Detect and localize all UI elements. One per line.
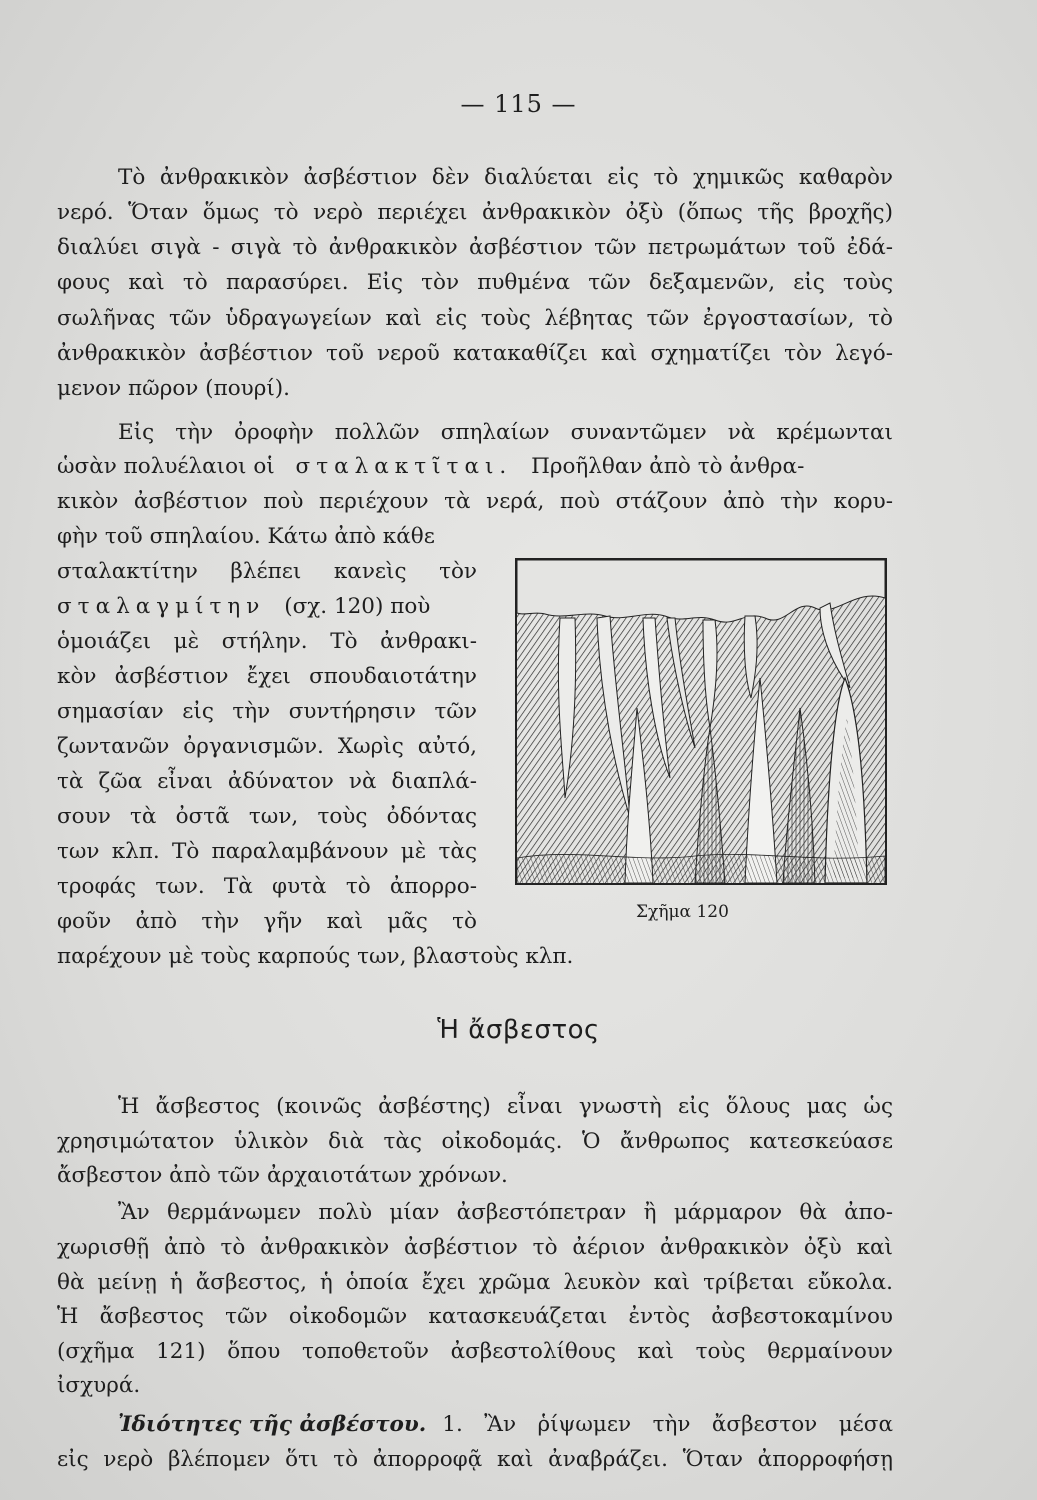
- text-line: φους καὶ τὸ παρασύρει. Εἰς τὸν πυθμένα τῶν δεξαμενῶν, εἰς τοὺς: [57, 270, 893, 295]
- text-line: φὴν τοῦ σπηλαίου. Κάτω ἀπὸ κάθε: [57, 524, 435, 549]
- text-line: ἀνθρακικὸν ἀσβέστιον τοῦ νεροῦ κατακαθίζει καὶ σχηματίζει τὸν λεγό-: [57, 341, 893, 366]
- text-line: ἄσβεστον ἀπὸ τῶν ἀρχαιοτάτων χρόνων.: [57, 1163, 508, 1188]
- term-stalactites: σταλακτῖται.: [295, 454, 513, 479]
- text-line: Εἰς τὴν ὀροφὴν πολλῶν σπηλαίων συναντῶμεν νὰ κρέμωνται: [118, 420, 893, 445]
- text-line: Ἂν θερμάνωμεν πολὺ μίαν ἀσβεστόπετραν ἢ μάρμαρον θὰ ἀπο-: [118, 1200, 893, 1225]
- text-line: τροφάς των. Τὰ φυτὰ τὸ ἀπορρο-: [57, 874, 477, 899]
- text-line: ὡσὰν πολυέλαιοι οἱ σταλακτῖται. Προῆλθαν ἀπὸ τὸ ἀνθρα-: [57, 454, 805, 479]
- text-line: ἰσχυρά.: [57, 1373, 141, 1398]
- text-line: εἰς νερὸ βλέπομεν ὅτι τὸ ἀπορροφᾷ καὶ ἀναβράζει. Ὅταν ἀπορροφήσῃ: [57, 1447, 893, 1472]
- text-line: (σχῆμα 121) ὅπου τοποθετοῦν ἀσβεστολίθους καὶ τοὺς θερμαίνουν: [57, 1339, 893, 1364]
- text-line: ζωντανῶν ὀργανισμῶν. Χωρὶς αὐτό,: [57, 734, 477, 759]
- term-stalagmite: σταλαγμίτην: [57, 594, 266, 619]
- stalactite-cave-illustration: [515, 558, 887, 885]
- text-line: χωρισθῇ ἀπὸ τὸ ἀνθρακικὸν ἀσβέστιον τὸ ἀέριον ἀνθρακικὸν ὀξὺ καὶ: [57, 1235, 893, 1260]
- text-line: σουν τὰ ὀστᾶ των, τοὺς ὀδόντας: [57, 804, 477, 829]
- text-line: Ἡ ἄσβεστος τῶν οἰκοδομῶν κατασκευάζεται ἐντὸς ἀσβεστοκαμίνου: [57, 1304, 893, 1329]
- figure-caption: Σχῆμα 120: [636, 902, 729, 922]
- text-line: σταλακτίτην βλέπει κανεὶς τὸν: [57, 559, 477, 584]
- text-line: Ἰδιότητες τῆς ἀσβέστου. 1. Ἂν ῥίψωμεν τὴν ἄσβεστον μέσα: [118, 1410, 893, 1440]
- text-line: Τὸ ἀνθρακικὸν ἀσβέστιον δὲν διαλύεται εἰς τὸ χημικῶς καθαρὸν: [118, 165, 893, 190]
- section-heading: Ἡ ἄσβεστος: [437, 1015, 600, 1045]
- text-line: χρησιμώτατον ὑλικὸν διὰ τὰς οἰκοδομάς. Ὁ ἄνθρωπος κατεσκεύασε: [57, 1129, 893, 1154]
- text-line: διαλύει σιγὰ - σιγὰ τὸ ἀνθρακικὸν ἀσβέστιον τῶν πετρωμάτων τοῦ ἐδά-: [57, 235, 893, 260]
- page-number: — 115 —: [460, 90, 577, 118]
- text-line: σταλαγμίτην (σχ. 120) ποὺ: [57, 594, 431, 619]
- text-line: νερό. Ὅταν ὅμως τὸ νερὸ περιέχει ἀνθρακικὸν ὀξὺ (ὅπως τῆς βροχῆς): [57, 200, 893, 225]
- text-line: μενον πῶρον (πουρί).: [57, 376, 291, 401]
- text-line: σωλῆνας τῶν ὑδραγωγείων καὶ εἰς τοὺς λέβητας τῶν ἐργοστασίων, τὸ: [57, 306, 893, 331]
- text-line: κικὸν ἀσβέστιον ποὺ περιέχουν τὰ νερά, ποὺ στάζουν ἀπὸ τὴν κορυ-: [57, 489, 893, 514]
- text-line: τὰ ζῶα εἶναι ἀδύνατον νὰ διαπλά-: [57, 769, 477, 794]
- text-line: κὸν ἀσβέστιον ἔχει σπουδαιοτάτην: [57, 664, 477, 689]
- text-line: των κλπ. Τὸ παραλαμβάνουν μὲ τὰς: [57, 839, 477, 864]
- subsection-title: Ἰδιότητες τῆς ἀσβέστου.: [118, 1412, 427, 1437]
- text-line: φοῦν ἀπὸ τὴν γῆν καὶ μᾶς τὸ: [57, 909, 477, 934]
- text-line: σημασίαν εἰς τὴν συντήρησιν τῶν: [57, 699, 477, 724]
- text-line: ὁμοιάζει μὲ στήλην. Τὸ ἀνθρακι-: [57, 629, 477, 654]
- text-line: παρέχουν μὲ τοὺς καρπούς των, βλαστοὺς κλπ.: [57, 944, 574, 969]
- text-line: θὰ μείνῃ ἡ ἄσβεστος, ἡ ὁποία ἔχει χρῶμα λευκὸν καὶ τρίβεται εὔκολα.: [57, 1270, 893, 1295]
- text-line: Ἡ ἄσβεστος (κοινῶς ἀσβέστης) εἶναι γνωστὴ εἰς ὅλους μας ὡς: [118, 1094, 893, 1119]
